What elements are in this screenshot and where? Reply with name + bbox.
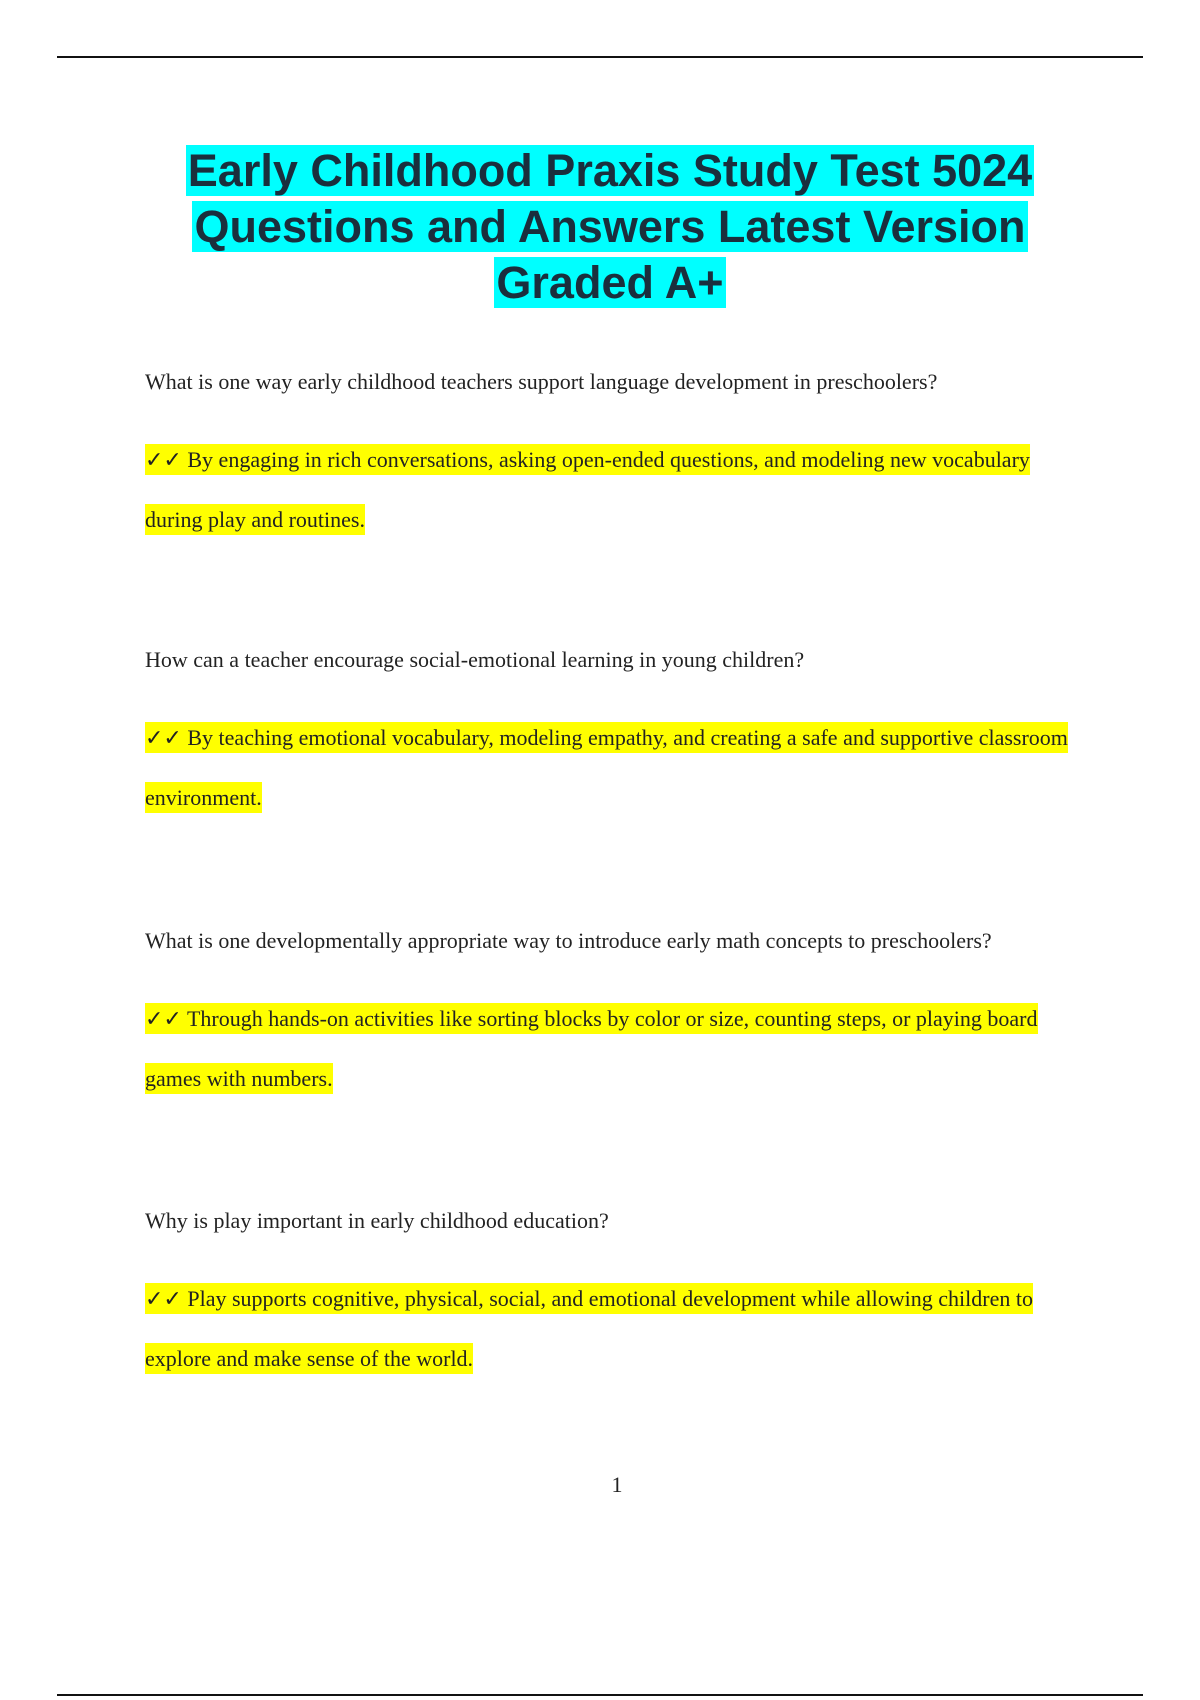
question-text: How can a teacher encourage social-emotional learning in young children?	[145, 647, 805, 672]
qa-item-2	[145, 646, 1085, 828]
qa-item-4	[145, 1207, 1085, 1389]
answer-body: By engaging in rich conversations, asking open-ended questions, and modeling new vocabulary during play and routines.	[145, 447, 1030, 532]
answer-body: Play supports cognitive, physical, social, and emotional development while allowing children to explore and make sense of the world.	[145, 1286, 1033, 1371]
question-text: What is one way early childhood teachers support language development in preschoolers?	[145, 369, 938, 394]
top-rule	[57, 56, 1143, 58]
answer-text	[145, 430, 1085, 550]
answer-body: Through hands-on activities like sorting blocks by color or size, counting steps, or playing board games with numbers.	[145, 1006, 1038, 1091]
title-line-1: Early Childhood Praxis Study Test 5024	[187, 145, 1033, 196]
answer-text	[145, 989, 1085, 1109]
question-text: Why is play important in early childhood education?	[145, 1208, 609, 1233]
check-mark-icon: ✓✓	[145, 725, 182, 750]
check-mark-icon: ✓✓	[145, 1006, 182, 1031]
check-mark-icon: ✓✓	[145, 1286, 182, 1311]
check-mark-icon: ✓✓	[145, 447, 182, 472]
answer-body: By teaching emotional vocabulary, modeling empathy, and creating a safe and supportive classroom environment.	[145, 725, 1068, 810]
title-line-2: Questions and Answers Latest Version	[194, 201, 1026, 252]
document-title	[150, 143, 1070, 311]
qa-item-1	[145, 368, 1085, 550]
answer-text	[145, 1269, 1085, 1389]
bottom-rule	[57, 1694, 1143, 1696]
answer-text	[145, 708, 1085, 828]
title-line-3: Graded A+	[496, 257, 724, 308]
qa-item-3	[145, 927, 1085, 1109]
page-number: 1	[611, 1472, 623, 1497]
question-text: What is one developmentally appropriate way to introduce early math concepts to preschoolers?	[145, 928, 992, 953]
